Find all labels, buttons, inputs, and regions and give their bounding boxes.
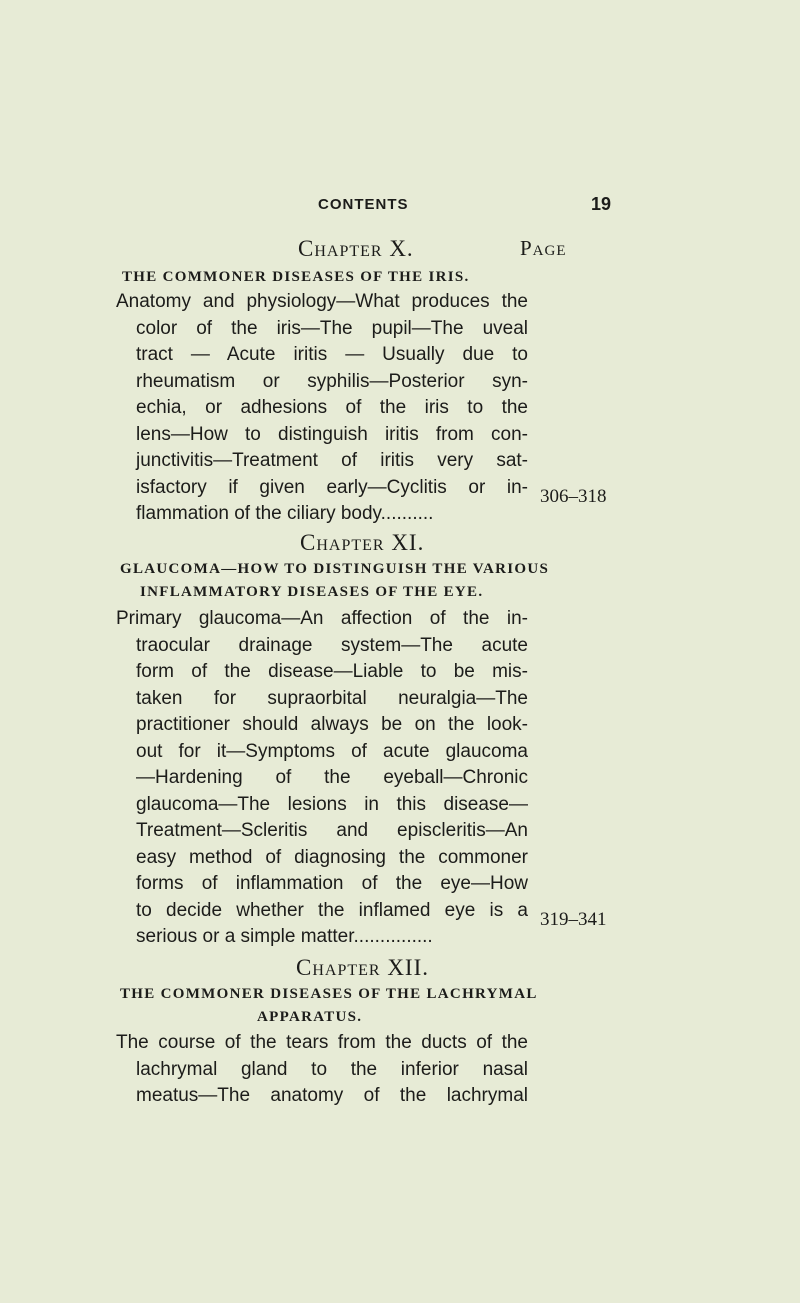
entry-line: easy method of diagnosing the commoner (136, 846, 528, 868)
entry-line: taken for supraorbital neuralgia—The (136, 687, 528, 709)
entry-line: flammation of the ciliary body.......... (136, 503, 434, 524)
entry-line: echia, or adhesions of the iris to the (136, 397, 528, 418)
entry-line: tract — Acute iritis — Usually due to (136, 344, 528, 365)
chapter-title: Chapter XII. (296, 955, 429, 980)
entry-line: serious or a simple matter............... (136, 926, 433, 947)
subtitle-line: GLAUCOMA—HOW TO DISTINGUISH THE VARIOUS (120, 561, 550, 577)
entry-line: junctivitis—Treatment of iritis very sat- (136, 450, 528, 471)
entry-line: glaucoma—The lesions in this disease— (136, 793, 528, 815)
entry-line: forms of inflammation of the eye—How (136, 873, 528, 894)
entry-line: practitioner should always be on the look- (136, 714, 528, 735)
page-column-label: Page (520, 236, 567, 260)
chapter-title: Chapter X. (298, 236, 414, 261)
running-head (0, 196, 800, 220)
chapter-xi-subtitle (120, 558, 550, 604)
entry-line: lachrymal gland to the inferior nasal (136, 1058, 528, 1080)
running-head-title: CONTENTS (318, 196, 409, 213)
entry-line: rheumatism or syphilis—Posterior syn- (136, 370, 528, 392)
chapter-xi-pages: 319–341 (540, 909, 607, 930)
chapter-x-subtitle (122, 266, 532, 289)
entry-line: Anatomy and physiology—What produces the (116, 291, 528, 312)
subtitle-line: THE COMMONER DISEASES OF THE IRIS. (122, 269, 470, 285)
entry-line: Primary glaucoma—An affection of the in- (116, 608, 528, 629)
chapter-xii-heading (0, 955, 800, 983)
entry-line: form of the disease—Liable to be mis- (136, 661, 528, 682)
entry-line: The course of the tears from the ducts of the (116, 1032, 528, 1053)
entry-line: isfactory if given early—Cyclitis or in- (136, 476, 528, 498)
page-number: 19 (591, 194, 612, 214)
chapter-x-pages: 306–318 (540, 486, 607, 507)
entry-line: out for it—Symptoms of acute glaucoma (136, 740, 528, 762)
chapter-xi-entry (116, 606, 528, 951)
entry-line: —Hardening of the eyeball—Chronic (136, 767, 528, 788)
entry-line: lens—How to distinguish iritis from con- (136, 423, 528, 445)
entry-line: to decide whether the inflamed eye is a (136, 899, 528, 921)
entry-line: color of the iris—The pupil—The uveal (136, 317, 528, 339)
entry-line: meatus—The anatomy of the lachrymal (136, 1085, 528, 1106)
chapter-xii-entry (116, 1030, 528, 1110)
entry-line: traocular drainage system—The acute (136, 634, 528, 656)
chapter-x-heading (0, 236, 800, 264)
entry-line: Treatment—Scleritis and episcleritis—An (136, 820, 528, 841)
subtitle-line: INFLAMMATORY DISEASES OF THE EYE. (140, 584, 484, 600)
chapter-title: Chapter XI. (300, 530, 425, 555)
subtitle-line: THE COMMONER DISEASES OF THE LACHRYMAL (120, 986, 538, 1002)
chapter-xi-heading (0, 530, 800, 558)
subtitle-line: APPARATUS. (257, 1009, 363, 1025)
chapter-x-entry (116, 289, 528, 528)
chapter-xii-subtitle (120, 983, 538, 1029)
